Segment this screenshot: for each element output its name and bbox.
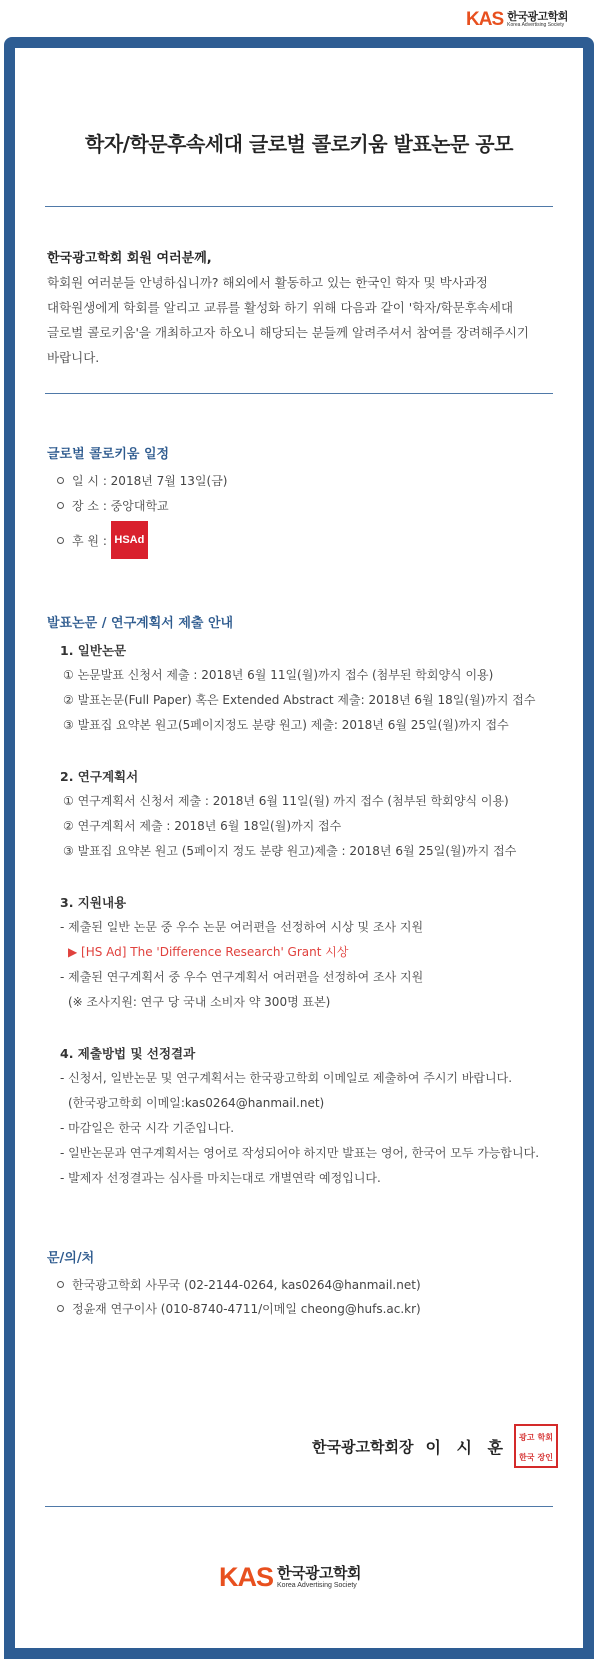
logo-name-en: Korea Advertising Society: [277, 1582, 357, 1589]
logo-name-ko: 한국광고학회: [277, 1564, 361, 1582]
signature-title: 한국광고학회장: [312, 1437, 414, 1456]
circle-bullet-icon: [57, 1281, 64, 1288]
research-plan-item: ② 연구계획서 제출 : 2018년 6월 18일(월)까지 접수: [63, 819, 342, 833]
method-heading: 4. 제출방법 및 선정결과: [60, 1046, 196, 1061]
general-paper-item: ② 발표논문(Full Paper) 혹은 Extended Abstract 제출: 2018년 6월 18일(월)까지 접수: [63, 693, 536, 707]
signature-name: 이 시 훈: [425, 1437, 508, 1457]
logo-name-ko: 한국광고학회: [507, 10, 568, 23]
greeting-line: 학회원 여러분들 안녕하십니까? 해외에서 활동하고 있는 한국인 학자 및 박사과정: [47, 275, 488, 290]
grant-highlight: ▶ [HS Ad] The 'Difference Research' Grant 시상: [68, 945, 349, 959]
method-line: - 마감일은 한국 시각 기준입니다.: [60, 1121, 235, 1135]
contact-item: 정윤재 연구이사 (010-8740-4711/이메일 cheong@hufs.ac.kr): [57, 1300, 421, 1317]
page-title: 학자/학문후속세대 글로벌 콜로키움 발표논문 공모: [85, 132, 513, 156]
circle-bullet-icon: [57, 477, 64, 484]
circle-bullet-icon: [57, 537, 64, 544]
kas-logo-mark: KAS: [466, 9, 504, 30]
greeting-line: 바랍니다.: [47, 350, 100, 365]
contact-item: 한국광고학회 사무국 (02-2144-0264, kas0264@hanmail.net): [57, 1276, 421, 1293]
greeting-heading: 한국광고학회 회원 여러분께,: [47, 251, 212, 266]
schedule-date: 일 시 : 2018년 7월 13일(금): [57, 472, 227, 489]
hsad-logo: HSAd: [111, 521, 148, 559]
research-plan-item: ③ 발표집 요약본 원고 (5페이지 정도 분량 원고)제출 : 2018년 6월 25일(월)까지 접수: [63, 844, 517, 858]
support-line: - 제출된 연구계획서 중 우수 연구계획서 여러편을 선정하여 조사 지원: [60, 970, 424, 984]
divider: [45, 206, 553, 207]
general-paper-heading: 1. 일반논문: [60, 643, 127, 658]
contact-heading: 문/의/처: [47, 1251, 95, 1266]
schedule-sponsor: 후 원 : HSAd: [57, 521, 148, 559]
method-line: - 신청서, 일반논문 및 연구계획서는 한국광고학회 이메일로 제출하여 주시기 바랍니다.: [60, 1071, 513, 1085]
support-line: - 제출된 일반 논문 중 우수 논문 여러편을 선정하여 시상 및 조사 지원: [60, 920, 424, 934]
submission-heading: 발표논문 / 연구계획서 제출 안내: [47, 616, 234, 631]
research-plan-heading: 2. 연구계획서: [60, 769, 139, 784]
support-heading: 3. 지원내용: [60, 895, 127, 910]
method-line: - 일반논문과 연구계획서는 영어로 작성되어야 하지만 발표는 영어, 한국어 모두 가능합니다.: [60, 1146, 540, 1160]
circle-bullet-icon: [57, 502, 64, 509]
method-line: - 발제자 선정결과는 심사를 마치는대로 개별연락 예정입니다.: [60, 1171, 381, 1185]
schedule-place: 장 소 : 중앙대학교: [57, 497, 169, 514]
divider: [45, 1506, 553, 1507]
circle-bullet-icon: [57, 1305, 64, 1312]
research-plan-item: ① 연구계획서 신청서 제출 : 2018년 6월 11일(월) 까지 접수 (첨부된 학회양식 이용): [63, 794, 509, 808]
signature: [312, 1424, 558, 1468]
logo-name-en: Korea Advertising Society: [507, 22, 565, 28]
official-seal-icon: 광고 학회 한국 장인: [514, 1424, 558, 1468]
support-note: (※ 조사지원: 연구 당 국내 소비자 약 300명 표본): [68, 995, 331, 1009]
greeting-line: 대학원생에게 학회를 알리고 교류를 활성화 하기 위해 다음과 같이 '학자/학문후속세대: [47, 300, 514, 315]
general-paper-item: ③ 발표집 요약본 원고(5페이지정도 분량 원고) 제출: 2018년 6월 25일(월)까지 접수: [63, 718, 509, 732]
general-paper-item: ① 논문발표 신청서 제출 : 2018년 6월 11일(월)까지 접수 (첨부된 학회양식 이용): [63, 668, 494, 682]
schedule-heading: 글로벌 콜로키움 일정: [47, 447, 170, 462]
bottom-logo: [219, 1564, 361, 1591]
greeting-line: 글로벌 콜로키움'을 개최하고자 하오니 해당되는 분들께 알려주셔서 참여를 장려해주시기: [47, 325, 529, 340]
method-email-note: (한국광고학회 이메일:kas0264@hanmail.net): [68, 1096, 325, 1110]
top-logo: [466, 10, 568, 29]
divider: [45, 393, 553, 394]
kas-logo-mark: KAS: [219, 1562, 274, 1592]
